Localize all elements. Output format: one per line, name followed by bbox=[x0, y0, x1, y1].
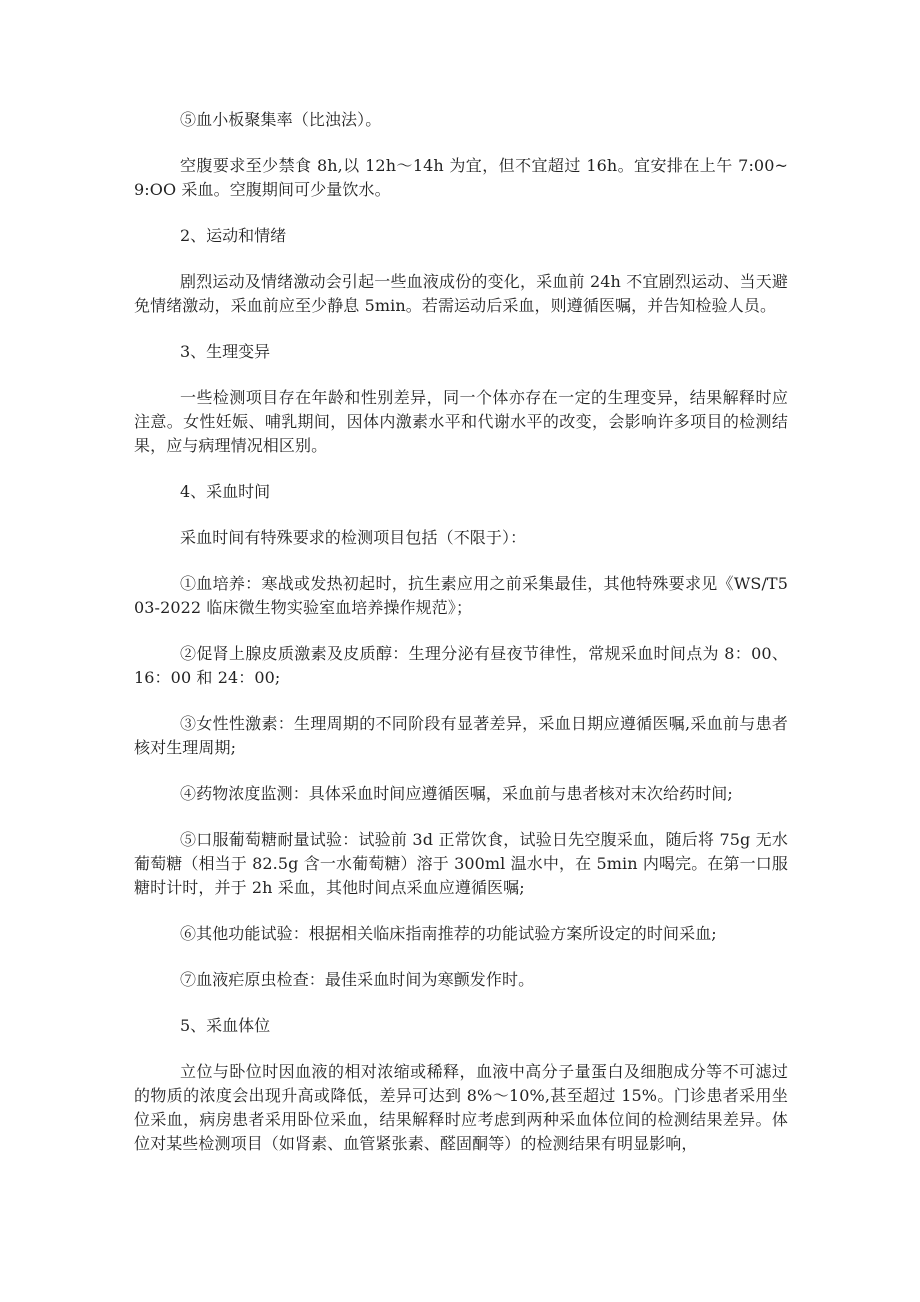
heading-collection-posture: 5、采血体位 bbox=[180, 1016, 271, 1035]
list-item-blood-culture: ①血培养：寒战或发热初起时，抗生素应用之前采集最佳，其他特殊要求见《WS/T503-2022 临床微生物实验室血培养操作规范》； bbox=[134, 574, 788, 617]
list-item-acth-cortisol: ②促肾上腺皮质激素及皮质醇：生理分泌有昼夜节律性，常规采血时间点为 8：00、16：00 和 24：00; bbox=[134, 644, 788, 687]
heading-exercise-emotion: 2、运动和情绪 bbox=[180, 226, 287, 245]
list-item-drug-monitoring: ④药物浓度监测：具体采血时间应遵循医嘱，采血前与患者核对末次给药时间; bbox=[180, 784, 733, 803]
paragraph-platelet-aggregation: ⑤血小板聚集率（比浊法）。 bbox=[180, 110, 382, 129]
heading-collection-time: 4、采血时间 bbox=[180, 482, 271, 501]
list-item-female-hormones: ③女性性激素：生理周期的不同阶段有显著差异，采血日期应遵循医嘱,采血前与患者核对生理周期; bbox=[134, 714, 788, 757]
list-item-other-function-tests: ⑥其他功能试验：根据相关临床指南推荐的功能试验方案所设定的时间采血; bbox=[180, 924, 717, 943]
document-body bbox=[134, 108, 788, 1156]
paragraph-collection-posture: 立位与卧位时因血液的相对浓缩或稀释，血液中高分子量蛋白及细胞成分等不可滤过的物质的浓度会出现升高或降低，差异可达到 8%～10%,甚至超过 15%。门诊患者采用坐位采血，病房患者采用卧位采血，结果解释时应考虑到两种采血体位间的检测结果差异。体位对某些检测项目（如肾素、血管紧张素、醛固酮等）的检测结果有明显影响， bbox=[134, 1062, 788, 1153]
paragraph-physiological-variation: 一些检测项目存在年龄和性别差异，同一个体亦存在一定的生理变异，结果解释时应注意。女性妊娠、哺乳期间，因体内激素水平和代谢水平的改变，会影响许多项目的检测结果，应与病理情况相区别。 bbox=[134, 388, 788, 455]
list-item-ogtt: ⑤口服葡萄糖耐量试验：试验前 3d 正常饮食，试验日先空腹采血，随后将 75g 无水葡萄糖（相当于 82.5g 含一水葡萄糖）溶于 300ml 温水中，在 5min 内喝完。在第一口服糖时计时，并于 2h 采血，其他时间点采血应遵循医嘱; bbox=[134, 830, 788, 897]
paragraph-fasting-requirement: 空腹要求至少禁食 8h,以 12h～14h 为宜，但不宜超过 16h。宜安排在上午 7:00~9:OO 采血。空腹期间可少量饮水。 bbox=[134, 156, 788, 199]
heading-physiological-variation: 3、生理变异 bbox=[180, 342, 271, 361]
paragraph-exercise-emotion: 剧烈运动及情绪激动会引起一些血液成份的变化，采血前 24h 不宜剧烈运动、当天避免情绪激动，采血前应至少静息 5min。若需运动后采血，则遵循医嘱，并告知检验人员。 bbox=[134, 272, 788, 315]
list-item-malaria-check: ⑦血液疟原虫检查：最佳采血时间为寒颤发作时。 bbox=[180, 970, 535, 989]
paragraph-collection-time-intro: 采血时间有特殊要求的检测项目包括（不限于）： bbox=[180, 528, 527, 547]
